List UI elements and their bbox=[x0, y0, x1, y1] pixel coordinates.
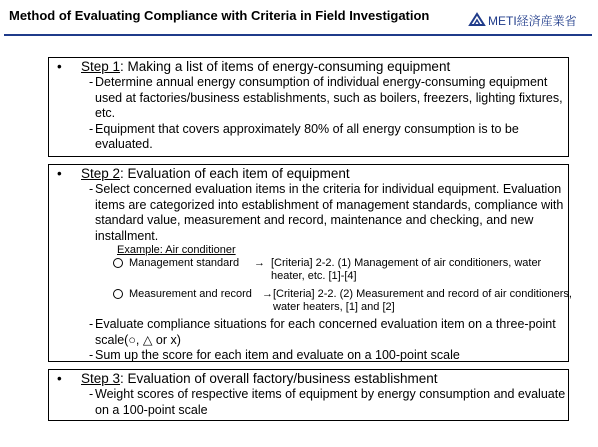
example-row: Measurement and record → [Criteria] 2-2. (2) Measurement and record of air conditioners, water heaters, [1] and [2] bbox=[49, 288, 568, 317]
step-label: Step 1 bbox=[81, 59, 121, 74]
step-2-heading: • Step 2: Evaluation of each item of equipment bbox=[57, 166, 350, 181]
step-2-box bbox=[48, 164, 572, 362]
list-item: - Sum up the score for each item and evaluate on a 100-point scale bbox=[89, 348, 460, 362]
step-3-box bbox=[48, 369, 569, 421]
step-label: Step 3 bbox=[81, 371, 121, 386]
logo-text: METI経済産業省 bbox=[488, 13, 577, 28]
page-title: Method of Evaluating Compliance with Criteria in Field Investigation bbox=[9, 8, 430, 23]
circle-icon bbox=[113, 258, 123, 268]
bullet: • bbox=[57, 166, 62, 181]
circle-icon bbox=[113, 289, 123, 299]
bullet: • bbox=[57, 59, 62, 74]
step-title: Evaluation of overall factory/business establishment bbox=[127, 371, 438, 386]
step-1-heading: • Step 1: Making a list of items of energy-consuming equipment bbox=[57, 59, 451, 74]
step-label: Step 2 bbox=[81, 166, 121, 181]
step-1-box bbox=[48, 57, 569, 157]
step-3-heading: • Step 3: Evaluation of overall factory/business establishment bbox=[57, 371, 438, 386]
list-item: - Weight scores of respective items of equipment by energy consumption and evaluate on a 100-point scale bbox=[89, 387, 566, 417]
list-item: - Select concerned evaluation items in the criteria for individual equipment. Evaluation items are categorized into establishment of management standards, compliance with standard value, measurement and record, maintenance and checking, and new installment. bbox=[89, 182, 564, 243]
meti-logo-icon bbox=[468, 11, 486, 29]
header-rule bbox=[4, 34, 592, 36]
example-row: Management standard → [Criteria] 2-2. (1) Management of air conditioners, water heater, etc. [1]-[4] bbox=[49, 257, 568, 288]
example-title: Example: Air conditioner bbox=[117, 244, 236, 256]
list-item: - Evaluate compliance situations for each concerned evaluation item on a three-point scale(○, △ or x) bbox=[89, 317, 556, 347]
bullet: • bbox=[57, 371, 62, 386]
example-block bbox=[49, 244, 572, 317]
step-title: Making a list of items of energy-consuming equipment bbox=[127, 59, 451, 74]
list-item: - Determine annual energy consumption of individual energy-consuming equipment used at factories/business establishments, such as boilers, freezers, lighting fixtures, etc. bbox=[89, 75, 563, 120]
meti-logo bbox=[468, 11, 577, 29]
step-title: Evaluation of each item of equipment bbox=[127, 166, 350, 181]
list-item: - Equipment that covers approximately 80% of all energy consumption is to be evaluated. bbox=[89, 121, 519, 151]
